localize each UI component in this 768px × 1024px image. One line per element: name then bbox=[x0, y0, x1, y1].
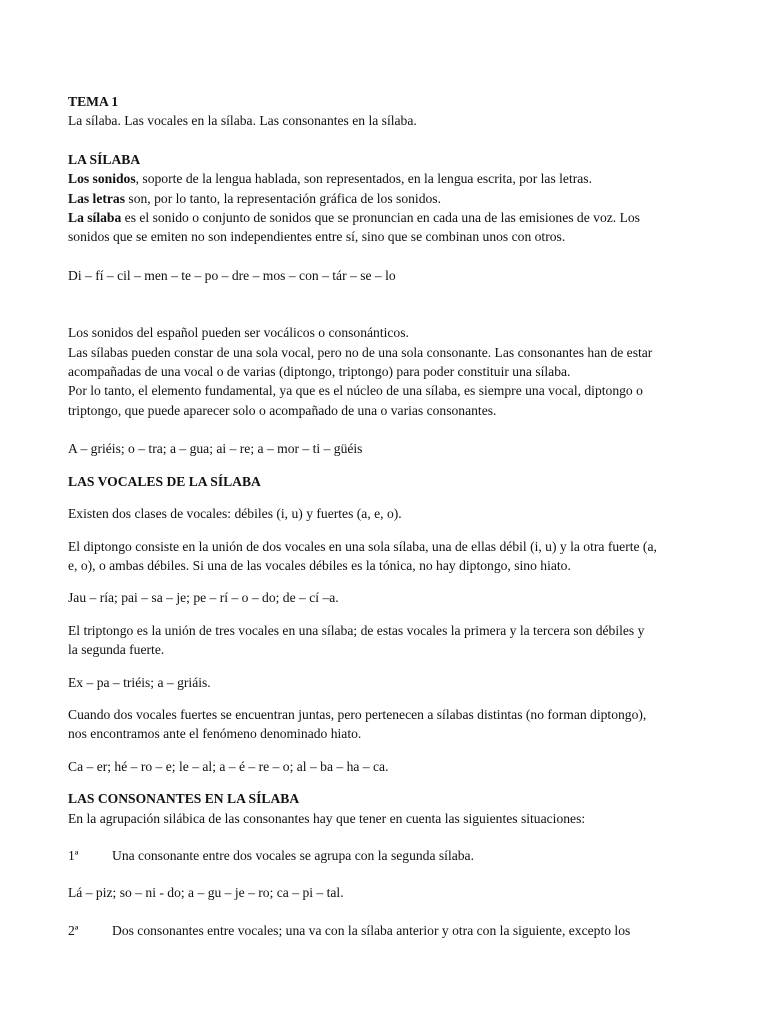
silaba-paragraph-letras: Las letras son, por lo tanto, la representación gráfica de los sonidos. bbox=[68, 190, 441, 206]
hiato-line1: Cuando dos vocales fuertes se encuentran juntas, pero pertenecen a sílabas distintas (no forman diptongo), bbox=[68, 706, 647, 722]
rule-number: 2ª bbox=[68, 922, 79, 938]
vocales-heading: LAS VOCALES DE LA SÍLABA bbox=[68, 473, 261, 489]
consonantes-intro: En la agrupación silábica de las consonantes hay que tener en cuenta las siguientes situaciones: bbox=[68, 810, 586, 826]
diptongo-line2: e, o), o ambas débiles. Si una de las vocales débiles es la tónica, no hay diptongo, sino hiato. bbox=[68, 557, 571, 573]
triptongo-line1: El triptongo es la unión de tres vocales en una sílaba; de estas vocales la primera y la tercera son débiles y bbox=[68, 622, 645, 638]
sonidos-paragraph-line4: Por lo tanto, el elemento fundamental, ya que es el núcleo de una sílaba, es siempre una vocal, diptongo o bbox=[68, 383, 643, 399]
example-silabas-1: Di – fí – cil – men – te – po – dre – mos – con – tár – se – lo bbox=[68, 267, 396, 283]
silaba-paragraph-silaba-line2: sonidos que se emiten no son independientes entre sí, sino que se combinan unos con otros. bbox=[68, 229, 566, 245]
tema-title: TEMA 1 bbox=[68, 94, 119, 109]
consonant-rule-1 bbox=[68, 846, 708, 865]
silaba-paragraph-sonidos: Los sonidos, soporte de la lengua hablada, son representados, en la lengua escrita, por las letras. bbox=[68, 171, 592, 187]
sonidos-paragraph-line1: Los sonidos del español pueden ser vocálicos o consonánticos. bbox=[68, 325, 409, 341]
vocales-clases: Existen dos clases de vocales: débiles (i, u) y fuertes (a, e, o). bbox=[68, 506, 402, 522]
term-letras: Las letras bbox=[68, 190, 126, 206]
sonidos-paragraph-line2: Las sílabas pueden constar de una sola vocal, pero no de una sola consonante. Las consonantes han de estar bbox=[68, 344, 653, 360]
example-diptongo: Jau – ría; pai – sa – je; pe – rí – o – do; de – cí –a. bbox=[68, 590, 339, 606]
rule-text: Dos consonantes entre vocales; una va con la sílaba anterior y otra con la siguiente, excepto los bbox=[112, 922, 631, 938]
consonantes-heading: LAS CONSONANTES EN LA SÍLABA bbox=[68, 791, 300, 807]
rule-text: Una consonante entre dos vocales se agrupa con la segunda sílaba. bbox=[112, 847, 474, 863]
diptongo-line1: El diptongo consiste en la unión de dos vocales en una sola sílaba, una de ellas débil (i, u) y la otra fuerte (a, bbox=[68, 538, 657, 554]
hiato-line2: nos encontramos ante el fenómeno denominado hiato. bbox=[68, 726, 362, 742]
silaba-paragraph-silaba: La sílaba es el sonido o conjunto de sonidos que se pronuncian en cada una de las emisiones de voz. Los bbox=[68, 210, 640, 226]
sonidos-paragraph-line5: triptongo, que puede aparecer solo o acompañado de una o varias consonantes. bbox=[68, 402, 497, 418]
document-page bbox=[68, 92, 708, 940]
term-sonidos: Los sonidos bbox=[68, 171, 136, 187]
example-silabas-2: A – griéis; o – tra; a – gua; ai – re; a – mor – ti – güéis bbox=[68, 441, 363, 457]
example-rule-1: Lá – piz; so – ni - do; a – gu – je – ro; ca – pi – tal. bbox=[68, 885, 344, 901]
silaba-heading: LA SÍLABA bbox=[68, 151, 141, 167]
document-subtitle: La sílaba. Las vocales en la sílaba. Las consonantes en la sílaba. bbox=[68, 113, 417, 129]
example-hiato: Ca – er; hé – ro – e; le – al; a – é – re – o; al – ba – ha – ca. bbox=[68, 758, 389, 774]
triptongo-line2: la segunda fuerte. bbox=[68, 642, 165, 658]
term-silaba: La sílaba bbox=[68, 210, 122, 226]
rule-number: 1ª bbox=[68, 847, 79, 863]
example-triptongo: Ex – pa – triéis; a – griáis. bbox=[68, 674, 211, 690]
sonidos-paragraph-line3: acompañadas de una vocal o de varias (diptongo, triptongo) para poder constituir una sílaba. bbox=[68, 364, 571, 380]
consonant-rule-2 bbox=[68, 921, 708, 940]
